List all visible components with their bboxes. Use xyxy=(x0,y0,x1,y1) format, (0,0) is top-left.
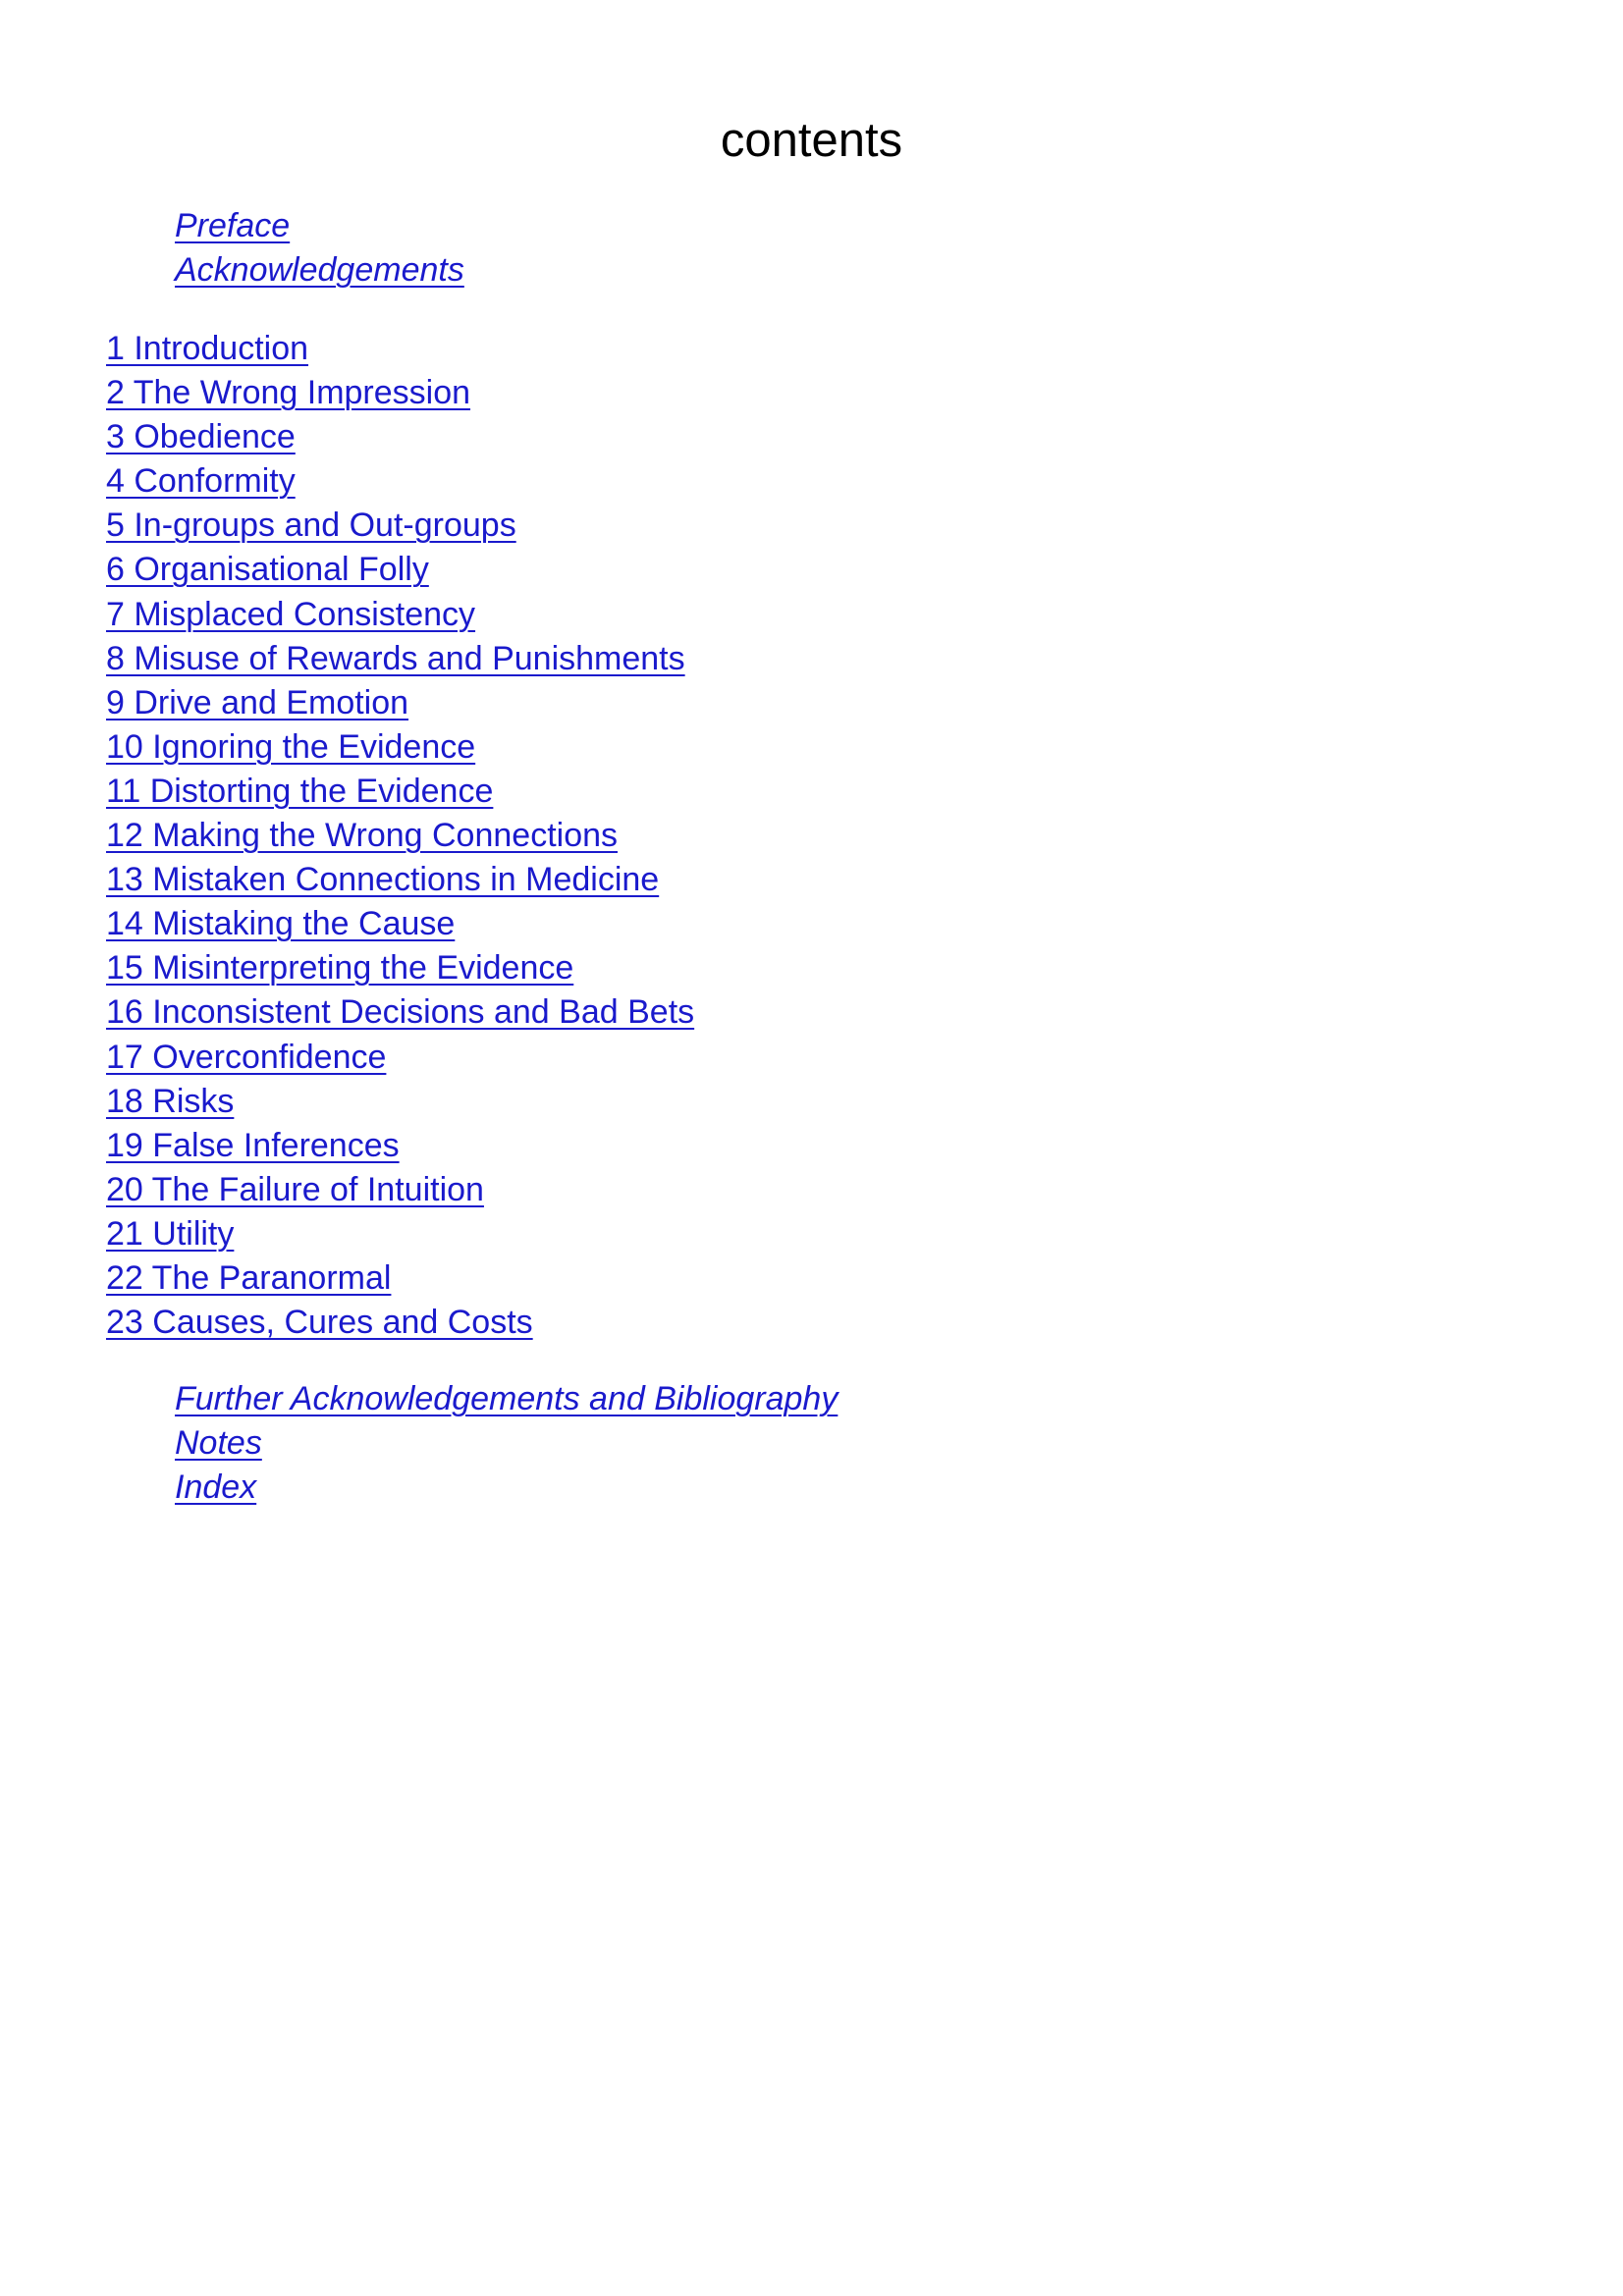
toc-entry xyxy=(106,1301,694,1345)
toc-link[interactable]: 20 The Failure of Intuition xyxy=(106,1170,484,1208)
toc-link[interactable]: 2 The Wrong Impression xyxy=(106,374,471,412)
toc-entry xyxy=(106,371,694,415)
back-matter-list xyxy=(175,1377,838,1510)
toc-entry xyxy=(106,1256,694,1301)
toc-entry xyxy=(106,1124,694,1168)
toc-link[interactable]: 11 Distorting the Evidence xyxy=(106,772,494,810)
toc-entry xyxy=(106,902,694,946)
toc-link[interactable]: 18 Risks xyxy=(106,1082,235,1120)
toc-entry xyxy=(175,1377,838,1421)
toc-entry xyxy=(175,1421,838,1466)
toc-entry xyxy=(175,204,464,248)
toc-entry xyxy=(106,1036,694,1080)
toc-link[interactable]: Further Acknowledgements and Bibliography xyxy=(175,1380,839,1417)
toc-link[interactable]: 19 False Inferences xyxy=(106,1126,400,1164)
toc-entry xyxy=(106,1212,694,1256)
toc-entry xyxy=(106,504,694,548)
toc-entry xyxy=(106,725,694,770)
toc-link[interactable]: 6 Organisational Folly xyxy=(106,551,429,589)
toc-link[interactable]: 17 Overconfidence xyxy=(106,1038,387,1076)
toc-entry xyxy=(106,1168,694,1212)
toc-link[interactable]: Index xyxy=(175,1468,257,1507)
toc-entry xyxy=(106,770,694,814)
toc-link[interactable]: 10 Ignoring the Evidence xyxy=(106,727,476,766)
toc-entry xyxy=(106,327,694,371)
toc-link[interactable]: 15 Misinterpreting the Evidence xyxy=(106,949,574,988)
toc-link[interactable]: 9 Drive and Emotion xyxy=(106,683,409,721)
toc-link[interactable]: 4 Conformity xyxy=(106,462,296,501)
page-title: contents xyxy=(720,113,903,167)
toc-link[interactable]: 13 Mistaken Connections in Medicine xyxy=(106,861,660,899)
toc-entry xyxy=(106,858,694,902)
toc-link[interactable]: 21 Utility xyxy=(106,1214,235,1253)
toc-entry xyxy=(175,1466,838,1510)
toc-link[interactable]: 3 Obedience xyxy=(106,418,296,456)
toc-link[interactable]: Preface xyxy=(175,207,291,244)
toc-link[interactable]: Acknowledgements xyxy=(175,251,464,290)
toc-link[interactable]: 14 Mistaking the Cause xyxy=(106,905,456,943)
toc-link[interactable]: 22 The Paranormal xyxy=(106,1258,392,1297)
front-matter-list xyxy=(175,204,464,293)
toc-link[interactable]: 5 In-groups and Out-groups xyxy=(106,507,516,545)
toc-link[interactable]: 12 Making the Wrong Connections xyxy=(106,817,619,855)
toc-entry xyxy=(106,415,694,459)
toc-entry xyxy=(106,459,694,504)
toc-link[interactable]: 1 Introduction xyxy=(106,330,309,367)
toc-link[interactable]: Notes xyxy=(175,1424,262,1463)
toc-link[interactable]: 7 Misplaced Consistency xyxy=(106,595,476,633)
chapter-list xyxy=(106,327,694,1345)
toc-entry xyxy=(106,1080,694,1124)
toc-entry xyxy=(106,814,694,858)
toc-entry xyxy=(106,637,694,681)
toc-entry xyxy=(106,593,694,637)
toc-entry xyxy=(106,946,694,990)
toc-entry xyxy=(106,990,694,1035)
toc-entry xyxy=(106,548,694,592)
toc-entry xyxy=(106,681,694,725)
toc-link[interactable]: 16 Inconsistent Decisions and Bad Bets xyxy=(106,993,695,1032)
toc-entry xyxy=(175,248,464,293)
toc-link[interactable]: 23 Causes, Cures and Costs xyxy=(106,1304,533,1342)
toc-link[interactable]: 8 Misuse of Rewards and Punishments xyxy=(106,639,685,677)
